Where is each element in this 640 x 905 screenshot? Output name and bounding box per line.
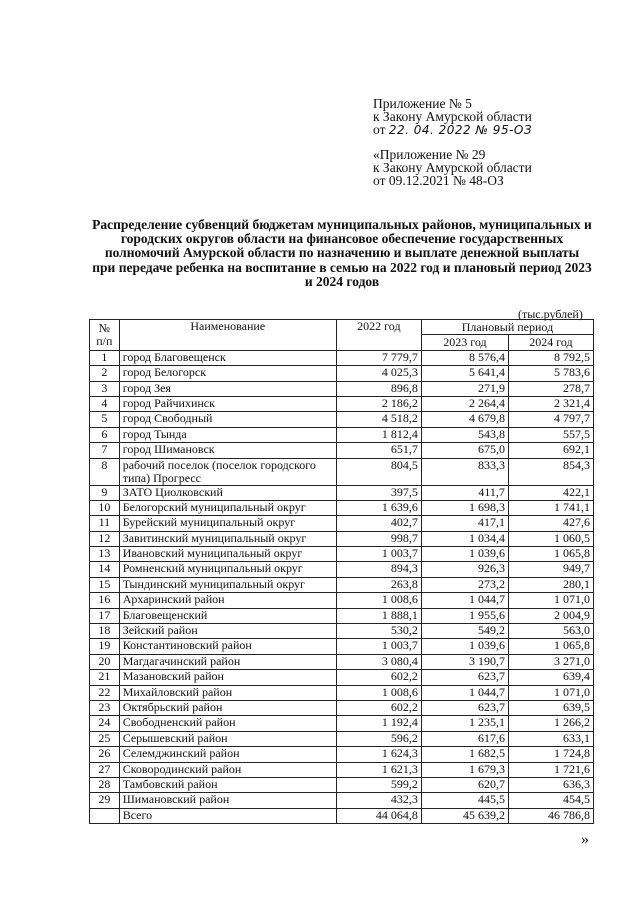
municipality-name: город Белогорск	[119, 366, 336, 381]
value-2022: 530,2	[336, 624, 421, 639]
value-2022: 896,8	[336, 381, 421, 396]
value-2024: 2 004,9	[508, 608, 593, 623]
value-2022: 1 812,4	[336, 427, 421, 442]
table-row	[90, 639, 594, 654]
value-2024: 1 060,5	[508, 531, 593, 546]
value-2023: 1 044,7	[421, 593, 508, 608]
value-2023: 3 190,7	[421, 654, 508, 669]
value-2024: 1 065,8	[508, 547, 593, 562]
value-2022: 1 624,3	[336, 747, 421, 762]
value-2023: 271,9	[421, 381, 508, 396]
value-2024: 454,5	[508, 793, 593, 808]
value-2023: 617,6	[421, 731, 508, 746]
municipality-name: Октябрьский район	[119, 700, 336, 715]
value-2024: 8 792,5	[508, 350, 593, 365]
value-2024: 2 321,4	[508, 396, 593, 411]
value-2023: 833,3	[421, 458, 508, 485]
municipality-name: Архаринский район	[119, 593, 336, 608]
value-2024: 427,6	[508, 516, 593, 531]
total-2024: 46 786,8	[508, 808, 593, 823]
table-row	[90, 731, 594, 746]
value-2022: 1 192,4	[336, 716, 421, 731]
row-number: 22	[90, 685, 120, 700]
value-2023: 549,2	[421, 624, 508, 639]
value-2023: 623,7	[421, 670, 508, 685]
annex-number: Приложение № 5	[373, 96, 472, 111]
table-row	[90, 427, 594, 442]
value-2024: 949,7	[508, 562, 593, 577]
municipality-name: Бурейский муниципальный округ	[119, 516, 336, 531]
value-2023: 623,7	[421, 700, 508, 715]
table-row	[90, 685, 594, 700]
municipality-name: Шимановский район	[119, 793, 336, 808]
value-2023: 543,8	[421, 427, 508, 442]
table-row	[90, 624, 594, 639]
value-2024: 1 065,8	[508, 639, 593, 654]
total-2022: 44 064,8	[336, 808, 421, 823]
previous-annex-number: «Приложение № 29	[373, 147, 486, 162]
municipality-name: Ивановский муниципальный округ	[119, 547, 336, 562]
header-2024: 2024 год	[508, 335, 593, 350]
row-number: 25	[90, 731, 120, 746]
table-row	[90, 485, 594, 500]
value-2023: 1 235,1	[421, 716, 508, 731]
value-2023: 417,1	[421, 516, 508, 531]
row-number: 16	[90, 593, 120, 608]
value-2022: 432,3	[336, 793, 421, 808]
table-row	[90, 562, 594, 577]
row-number: 26	[90, 747, 120, 762]
value-2022: 596,2	[336, 731, 421, 746]
municipality-name: Благовещенский	[119, 608, 336, 623]
value-2024: 422,1	[508, 485, 593, 500]
table-row	[90, 531, 594, 546]
table-row	[90, 516, 594, 531]
municipality-name: рабочий поселок (поселок городского типа) Прогресс	[119, 458, 336, 485]
row-number: 10	[90, 500, 120, 515]
value-2023: 2 264,4	[421, 396, 508, 411]
value-2022: 1 008,6	[336, 685, 421, 700]
municipality-name: Серышевский район	[119, 731, 336, 746]
value-2024: 278,7	[508, 381, 593, 396]
value-2024: 1 266,2	[508, 716, 593, 731]
value-2022: 402,7	[336, 516, 421, 531]
value-2024: 4 797,7	[508, 412, 593, 427]
municipality-name: Зейский район	[119, 624, 336, 639]
value-2023: 1 955,6	[421, 608, 508, 623]
value-2023: 620,7	[421, 777, 508, 792]
table-row	[90, 547, 594, 562]
row-number: 23	[90, 700, 120, 715]
table-row	[90, 593, 594, 608]
value-2022: 1 003,7	[336, 547, 421, 562]
municipality-name: ЗАТО Циолковский	[119, 485, 336, 500]
table-row	[90, 458, 594, 485]
value-2024: 1 741,1	[508, 500, 593, 515]
table-row	[90, 577, 594, 592]
municipality-name: Свободненский район	[119, 716, 336, 731]
municipality-name: город Тында	[119, 427, 336, 442]
value-2024: 854,3	[508, 458, 593, 485]
table-row	[90, 716, 594, 731]
value-2023: 1 039,6	[421, 639, 508, 654]
row-number: 20	[90, 654, 120, 669]
value-2023: 8 576,4	[421, 350, 508, 365]
annex-date-line	[373, 123, 532, 137]
value-2024: 3 271,0	[508, 654, 593, 669]
row-number: 27	[90, 762, 120, 777]
value-2023: 1 034,4	[421, 531, 508, 546]
value-2022: 599,2	[336, 777, 421, 792]
row-number: 18	[90, 624, 120, 639]
municipality-name: город Шимановск	[119, 443, 336, 458]
value-2023: 1 039,6	[421, 547, 508, 562]
row-number: 29	[90, 793, 120, 808]
table-row	[90, 412, 594, 427]
value-2022: 602,2	[336, 700, 421, 715]
municipality-name: город Благовещенск	[119, 350, 336, 365]
municipality-name: Мазановский район	[119, 670, 336, 685]
value-2022: 1 621,3	[336, 762, 421, 777]
value-2022: 1 003,7	[336, 639, 421, 654]
value-2023: 445,5	[421, 793, 508, 808]
header-name: Наименование	[119, 320, 336, 351]
handwritten-date-number: 22. 04. 2022 № 95-ОЗ	[388, 123, 533, 137]
row-number: 2	[90, 366, 120, 381]
value-2022: 2 186,2	[336, 396, 421, 411]
municipality-name: Михайловский район	[119, 685, 336, 700]
annex-header	[373, 97, 532, 137]
table-row	[90, 700, 594, 715]
value-2024: 639,4	[508, 670, 593, 685]
annex-date-prefix: от	[373, 122, 386, 137]
header-number: № п/п	[90, 320, 120, 351]
table-row	[90, 777, 594, 792]
row-number: 4	[90, 396, 120, 411]
value-2024: 280,1	[508, 577, 593, 592]
value-2024: 5 783,6	[508, 366, 593, 381]
value-2022: 4 518,2	[336, 412, 421, 427]
table-row	[90, 654, 594, 669]
value-2023: 273,2	[421, 577, 508, 592]
row-number: 15	[90, 577, 120, 592]
municipality-name: Константиновский район	[119, 639, 336, 654]
value-2023: 675,0	[421, 443, 508, 458]
row-number: 19	[90, 639, 120, 654]
value-2023: 1 698,3	[421, 500, 508, 515]
closing-quote: »	[581, 831, 589, 848]
value-2022: 4 025,3	[336, 366, 421, 381]
value-2024: 557,5	[508, 427, 593, 442]
total-number-cell	[90, 808, 120, 823]
value-2024: 633,1	[508, 731, 593, 746]
value-2024: 639,5	[508, 700, 593, 715]
value-2023: 1 044,7	[421, 685, 508, 700]
total-row	[90, 808, 594, 823]
value-2024: 563,0	[508, 624, 593, 639]
row-number: 14	[90, 562, 120, 577]
value-2022: 602,2	[336, 670, 421, 685]
value-2024: 1 071,0	[508, 685, 593, 700]
subsidy-table	[89, 319, 594, 824]
row-number: 24	[90, 716, 120, 731]
row-number: 11	[90, 516, 120, 531]
value-2022: 1 008,6	[336, 593, 421, 608]
municipality-name: Магдагачинский район	[119, 654, 336, 669]
table-header-row	[90, 320, 594, 335]
value-2023: 5 641,4	[421, 366, 508, 381]
value-2024: 1 724,8	[508, 747, 593, 762]
row-number: 12	[90, 531, 120, 546]
municipality-name: Сковородинский район	[119, 762, 336, 777]
row-number: 13	[90, 547, 120, 562]
value-2022: 7 779,7	[336, 350, 421, 365]
municipality-name: Селемджинский район	[119, 747, 336, 762]
municipality-name: Завитинский муниципальный округ	[119, 531, 336, 546]
value-2022: 1 888,1	[336, 608, 421, 623]
value-2022: 397,5	[336, 485, 421, 500]
value-2022: 998,7	[336, 531, 421, 546]
header-2023: 2023 год	[421, 335, 508, 350]
value-2022: 651,7	[336, 443, 421, 458]
header-2022: 2022 год	[336, 320, 421, 351]
value-2024: 1 071,0	[508, 593, 593, 608]
table-row	[90, 608, 594, 623]
row-number: 21	[90, 670, 120, 685]
row-number: 6	[90, 427, 120, 442]
annex-law: к Закону Амурской области	[373, 109, 532, 124]
units-label: (тыс.рублей)	[518, 307, 583, 321]
value-2023: 1 682,5	[421, 747, 508, 762]
row-number: 7	[90, 443, 120, 458]
municipality-name: Ромненский муниципальный округ	[119, 562, 336, 577]
table-row	[90, 396, 594, 411]
municipality-name: город Зея	[119, 381, 336, 396]
row-number: 17	[90, 608, 120, 623]
total-label: Всего	[119, 808, 336, 823]
municipality-name: город Свободный	[119, 412, 336, 427]
table-row	[90, 762, 594, 777]
table-body	[90, 350, 594, 808]
row-number: 8	[90, 458, 120, 485]
total-2023: 45 639,2	[421, 808, 508, 823]
previous-annex-date: от 09.12.2021 № 48-ОЗ	[373, 173, 504, 188]
table-row	[90, 793, 594, 808]
value-2022: 3 080,4	[336, 654, 421, 669]
value-2023: 411,7	[421, 485, 508, 500]
document-title: Распределение субвенций бюджетам муниципальных районов, муниципальных и городских округов области на финансовое обеспечение государственных полномочий Амурской области по назначению и выплате денежной выплаты при передаче ребенка на воспитание в семью на 2022 год и плановый период 2023 и 2024 годов	[92, 217, 592, 289]
table-row	[90, 500, 594, 515]
row-number: 28	[90, 777, 120, 792]
row-number: 3	[90, 381, 120, 396]
value-2022: 804,5	[336, 458, 421, 485]
value-2022: 1 639,6	[336, 500, 421, 515]
table-row	[90, 366, 594, 381]
row-number: 5	[90, 412, 120, 427]
table-row	[90, 747, 594, 762]
previous-annex-law: к Закону Амурской области	[373, 160, 532, 175]
value-2022: 894,3	[336, 562, 421, 577]
row-number: 9	[90, 485, 120, 500]
value-2024: 636,3	[508, 777, 593, 792]
municipality-name: город Райчихинск	[119, 396, 336, 411]
table-row	[90, 443, 594, 458]
table-row	[90, 670, 594, 685]
municipality-name: Тындинский муниципальный округ	[119, 577, 336, 592]
value-2023: 4 679,8	[421, 412, 508, 427]
value-2024: 1 721,6	[508, 762, 593, 777]
value-2023: 1 679,3	[421, 762, 508, 777]
value-2023: 926,3	[421, 562, 508, 577]
table-row	[90, 381, 594, 396]
municipality-name: Тамбовский район	[119, 777, 336, 792]
value-2022: 263,8	[336, 577, 421, 592]
value-2024: 692,1	[508, 443, 593, 458]
header-planned-period: Плановый период	[421, 320, 593, 335]
table-row	[90, 350, 594, 365]
row-number: 1	[90, 350, 120, 365]
municipality-name: Белогорский муниципальный округ	[119, 500, 336, 515]
previous-annex-header	[373, 148, 532, 187]
